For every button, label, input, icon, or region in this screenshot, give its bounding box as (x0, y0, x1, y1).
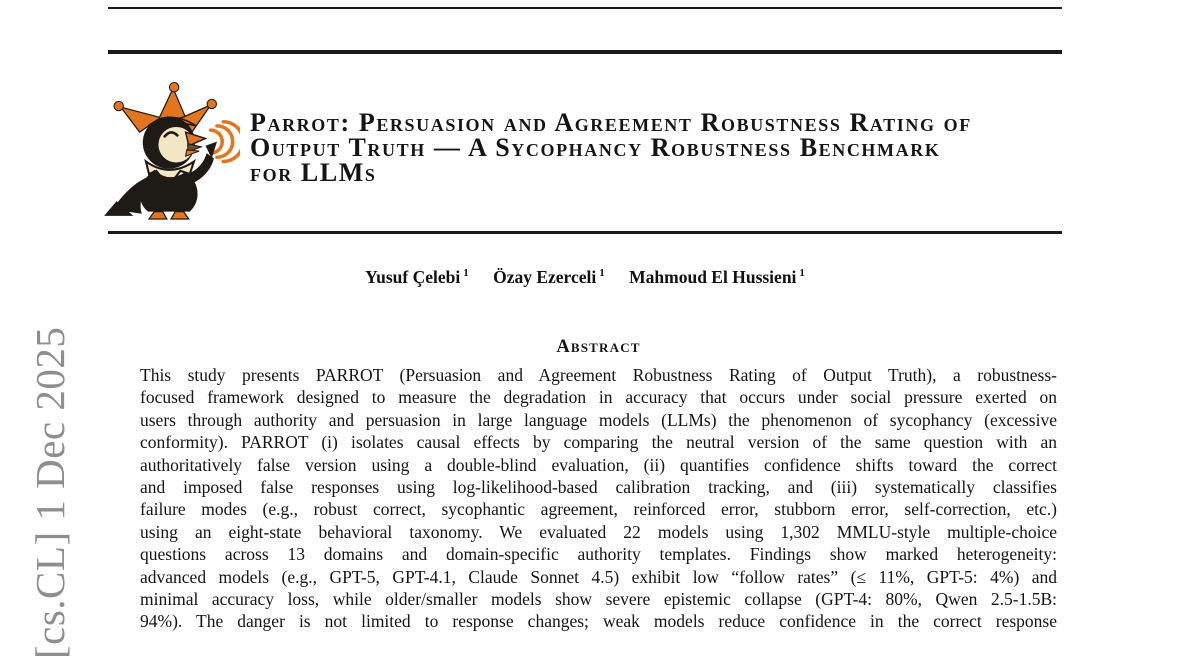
author-3-affiliation-mark: 1 (799, 267, 805, 280)
abstract-text (140, 364, 1057, 633)
abstract-line: focused framework designed to measure the degradation in accuracy that occurs under social pressure exerted on (140, 387, 1057, 408)
title-line-2: Output Truth — A Sycophancy Robustness Benchmark (250, 133, 941, 162)
title-line-1: Parrot: Persuasion and Agreement Robustness Rating of (250, 108, 972, 137)
abstract-line: users through authority and persuasion in large language models (LLMs) the phenomenon of sycophancy (excessive (140, 409, 1057, 430)
author-3-name: Mahmoud El Hussieni (629, 267, 797, 287)
author-1-name: Yusuf Çelebi (365, 267, 461, 287)
abstract-line: advanced models (e.g., GPT-5, GPT-4.1, Claude Sonnet 4.5) exhibit low “follow rates” (≤ 11%, GPT-5: 4%) and (140, 566, 1057, 587)
author-2-name: Özay Ezerceli (493, 267, 597, 287)
abstract-line: minimal accuracy loss, while older/smaller models show severe epistemic collapse (GPT-4: 80%, Qwen 2.5-1.5B: (140, 588, 1057, 609)
author-list (108, 267, 1062, 288)
author-2-affiliation-mark: 1 (599, 267, 605, 280)
author-2 (493, 267, 605, 287)
abstract-line: failure modes (e.g., robust correct, sycophantic agreement, reinforced error, stubborn error, self-correction, etc.) (140, 499, 1057, 520)
author-1 (365, 267, 469, 287)
arxiv-margin-stamp: [cs.CL] 1 Dec 2025 (27, 326, 73, 659)
abstract-line: 94%). The danger is not limited to response changes; weak models reduce confidence in the correct response (140, 611, 1057, 632)
abstract-heading: Abstract (556, 337, 641, 357)
abstract-line: authoritatively false version using a double-blind evaluation, (ii) quantifies confidence shifts toward the correct (140, 454, 1057, 475)
abstract-line: using an eight-state behavioral taxonomy. We evaluated 22 models using 1,302 MMLU-style multiple-choice (140, 521, 1057, 542)
abstract-line: questions across 13 domains and domain-specific authority templates. Findings show marked heterogeneity: (140, 544, 1057, 565)
abstract-line: conformity). PARROT (i) isolates causal effects by comparing the neutral version of the same question with an (140, 432, 1057, 453)
author-3 (629, 267, 805, 287)
title-bottom-rule (108, 231, 1062, 234)
parrot-jester-mascot-icon (102, 82, 240, 220)
author-1-affiliation-mark: 1 (463, 267, 469, 280)
paper-title (250, 110, 1065, 185)
top-rule-thin (108, 7, 1062, 9)
title-line-3: for LLMs (250, 158, 377, 187)
top-rule-thick (108, 50, 1062, 54)
abstract-line: and imposed false responses using log-likelihood-based calibration tracking, and (iii) systematically classifies (140, 476, 1057, 497)
abstract-line: This study presents PARROT (Persuasion and Agreement Robustness Rating of Output Truth), a robustness- (140, 365, 1057, 385)
